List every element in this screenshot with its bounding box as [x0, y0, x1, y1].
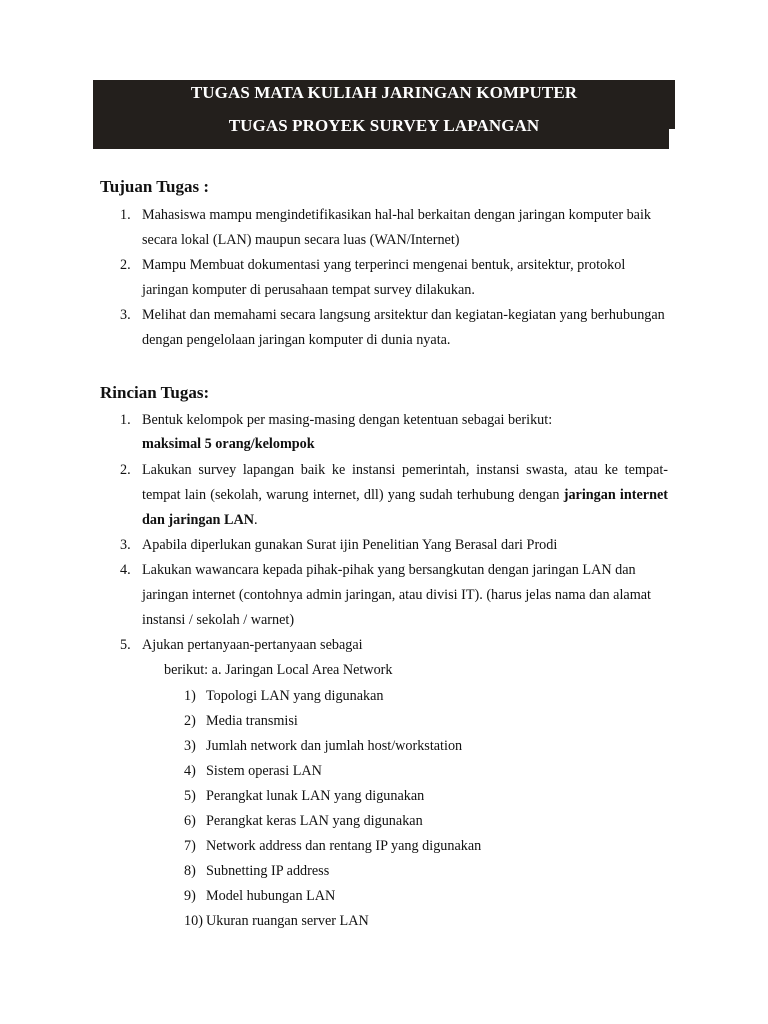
rincian-item-1-bold-line: maksimal 5 orang/kelompok	[142, 436, 315, 452]
rincian-item-5-number: 5.	[120, 637, 131, 653]
subitem-2-number: 2)	[184, 713, 196, 729]
tujuan-item-1-line-2: secara lokal (LAN) maupun secara luas (WAN/Internet)	[142, 232, 460, 248]
subitem-5-text: Perangkat lunak LAN yang digunakan	[206, 788, 425, 804]
course-title: TUGAS MATA KULIAH JARINGAN KOMPUTER	[190, 83, 578, 102]
subitem-4-text: Sistem operasi LAN	[206, 763, 322, 779]
title-banner	[93, 80, 675, 149]
rincian-item-5-line-2: berikut: a. Jaringan Local Area Network	[164, 662, 393, 678]
tujuan-heading: Tujuan Tugas :	[100, 177, 210, 196]
rincian-item-2-line-3	[142, 512, 258, 529]
rincian-item-1-number: 1.	[120, 412, 131, 428]
rincian-item-2-number: 2.	[120, 462, 131, 478]
rincian-item-2-line-3-bold: dan jaringan LAN	[142, 512, 254, 528]
rincian-item-2-line-2-bold: jaringan internet	[563, 487, 668, 503]
tujuan-item-1-line-1: Mahasiswa mampu mengindetifikasikan hal-hal berkaitan dengan jaringan komputer baik	[142, 207, 652, 223]
subitem-3-text: Jumlah network dan jumlah host/workstation	[206, 738, 463, 754]
rincian-item-2-line-1: Lakukan survey lapangan baik ke instansi pemerintah, instansi swasta, atau ke tempat-	[142, 462, 668, 478]
rincian-item-5-line-1: Ajukan pertanyaan-pertanyaan sebagai	[142, 637, 363, 653]
subitem-6-text: Perangkat keras LAN yang digunakan	[206, 813, 423, 829]
subitem-3-number: 3)	[184, 738, 196, 754]
subitem-9-text: Model hubungan LAN	[206, 888, 336, 904]
rincian-heading: Rincian Tugas:	[100, 383, 210, 402]
tujuan-item-2-line-2: jaringan komputer di perusahaan tempat survey dilakukan.	[142, 282, 475, 298]
assignment-title: TUGAS PROYEK SURVEY LAPANGAN	[228, 116, 540, 135]
tujuan-item-2-line-1: Mampu Membuat dokumentasi yang terperinci mengenai bentuk, arsitektur, protokol	[142, 257, 626, 273]
tujuan-item-3-line-2: dengan pengelolaan jaringan komputer di dunia nyata.	[142, 332, 451, 348]
rincian-item-4-line-1: Lakukan wawancara kepada pihak-pihak yang bersangkutan dengan jaringan LAN dan	[142, 562, 636, 578]
rincian-item-2-line-3-text: .	[253, 512, 258, 528]
tujuan-item-2-number: 2.	[120, 257, 131, 273]
subitem-10-text: Ukuran ruangan server LAN	[206, 913, 369, 929]
subitem-10-number: 10)	[184, 913, 203, 929]
subitem-7-number: 7)	[184, 838, 196, 854]
subitem-6-number: 6)	[184, 813, 196, 829]
subitem-8-text: Subnetting IP address	[206, 863, 330, 879]
subitem-1-text: Topologi LAN yang digunakan	[206, 688, 384, 704]
subitem-1-number: 1)	[184, 688, 196, 704]
subitem-7-text: Network address dan rentang IP yang digunakan	[206, 838, 482, 854]
tujuan-item-3-line-1: Melihat dan memahami secara langsung arsitektur dan kegiatan-kegiatan yang berhubungan	[142, 307, 665, 323]
tujuan-item-3-number: 3.	[120, 307, 131, 323]
rincian-item-2-line-2-text: tempat lain (sekolah, warung internet, dll) yang sudah terhubung dengan	[142, 487, 564, 503]
rincian-item-4-line-3: instansi / sekolah / warnet)	[142, 612, 295, 628]
rincian-item-1-line-1: Bentuk kelompok per masing-masing dengan ketentuan sebagai berikut:	[142, 412, 553, 428]
subitem-8-number: 8)	[184, 863, 196, 879]
banner-notch	[669, 129, 675, 149]
subitem-4-number: 4)	[184, 763, 196, 779]
tujuan-item-1-number: 1.	[120, 207, 131, 223]
rincian-item-4-line-2: jaringan internet (contohnya admin jaringan, atau divisi IT). (harus jelas nama dan alamat	[142, 587, 651, 603]
subitem-5-number: 5)	[184, 788, 196, 804]
subitem-9-number: 9)	[184, 888, 196, 904]
rincian-item-4-number: 4.	[120, 562, 131, 578]
rincian-item-2-line-2	[142, 487, 668, 504]
rincian-item-3-number: 3.	[120, 537, 131, 553]
subitem-2-text: Media transmisi	[206, 713, 298, 729]
rincian-item-3-line-1: Apabila diperlukan gunakan Surat ijin Penelitian Yang Berasal dari Prodi	[142, 537, 558, 553]
